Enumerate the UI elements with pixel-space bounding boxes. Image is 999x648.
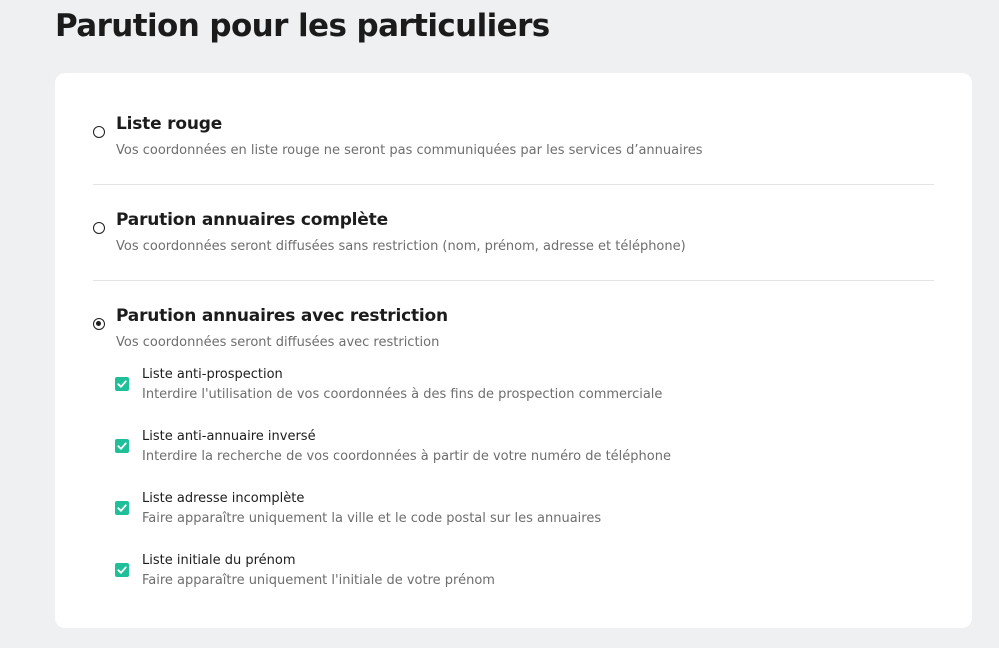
checkmark-icon [115,501,129,515]
checkmark-icon [115,563,129,577]
option-description: Vos coordonnées seront diffusées avec restriction [116,335,440,350]
divider [93,280,934,281]
sub-option-description: Faire apparaître uniquement la ville et le code postal sur les annuaires [142,511,602,526]
sub-option-title: Liste anti-annuaire inversé [142,429,316,444]
radio-liste-rouge[interactable] [93,126,105,138]
checkmark-icon [115,439,129,453]
publication-options-card [55,73,972,628]
checkbox-anti-prospection[interactable] [115,377,129,391]
sub-option-anti-annuaire-inverse[interactable] [115,428,934,468]
sub-option-description: Faire apparaître uniquement l'initiale de votre prénom [142,573,495,588]
sub-option-description: Interdire la recherche de vos coordonnées à partir de votre numéro de téléphone [142,449,671,464]
option-title: Parution annuaires avec restriction [116,306,448,326]
sub-option-title: Liste adresse incomplète [142,491,305,506]
checkmark-icon [115,377,129,391]
page-title: Parution pour les particuliers [55,8,550,44]
radio-parution-restriction[interactable] [93,318,105,330]
sub-option-anti-prospection[interactable] [115,366,934,406]
sub-option-title: Liste initiale du prénom [142,553,296,568]
option-title: Parution annuaires complète [116,210,388,230]
checkbox-initiale-prenom[interactable] [115,563,129,577]
divider [93,184,934,185]
sub-option-initiale-prenom[interactable] [115,552,934,592]
checkbox-anti-annuaire-inverse[interactable] [115,439,129,453]
option-title: Liste rouge [116,114,223,134]
sub-option-title: Liste anti-prospection [142,367,283,382]
option-description: Vos coordonnées en liste rouge ne seront pas communiquées par les services d’annuaires [116,143,703,158]
sub-option-adresse-incomplete[interactable] [115,490,934,530]
sub-option-description: Interdire l'utilisation de vos coordonnées à des fins de prospection commerciale [142,387,663,402]
radio-parution-complete[interactable] [93,222,105,234]
checkbox-adresse-incomplete[interactable] [115,501,129,515]
option-description: Vos coordonnées seront diffusées sans restriction (nom, prénom, adresse et téléphone) [116,239,686,254]
